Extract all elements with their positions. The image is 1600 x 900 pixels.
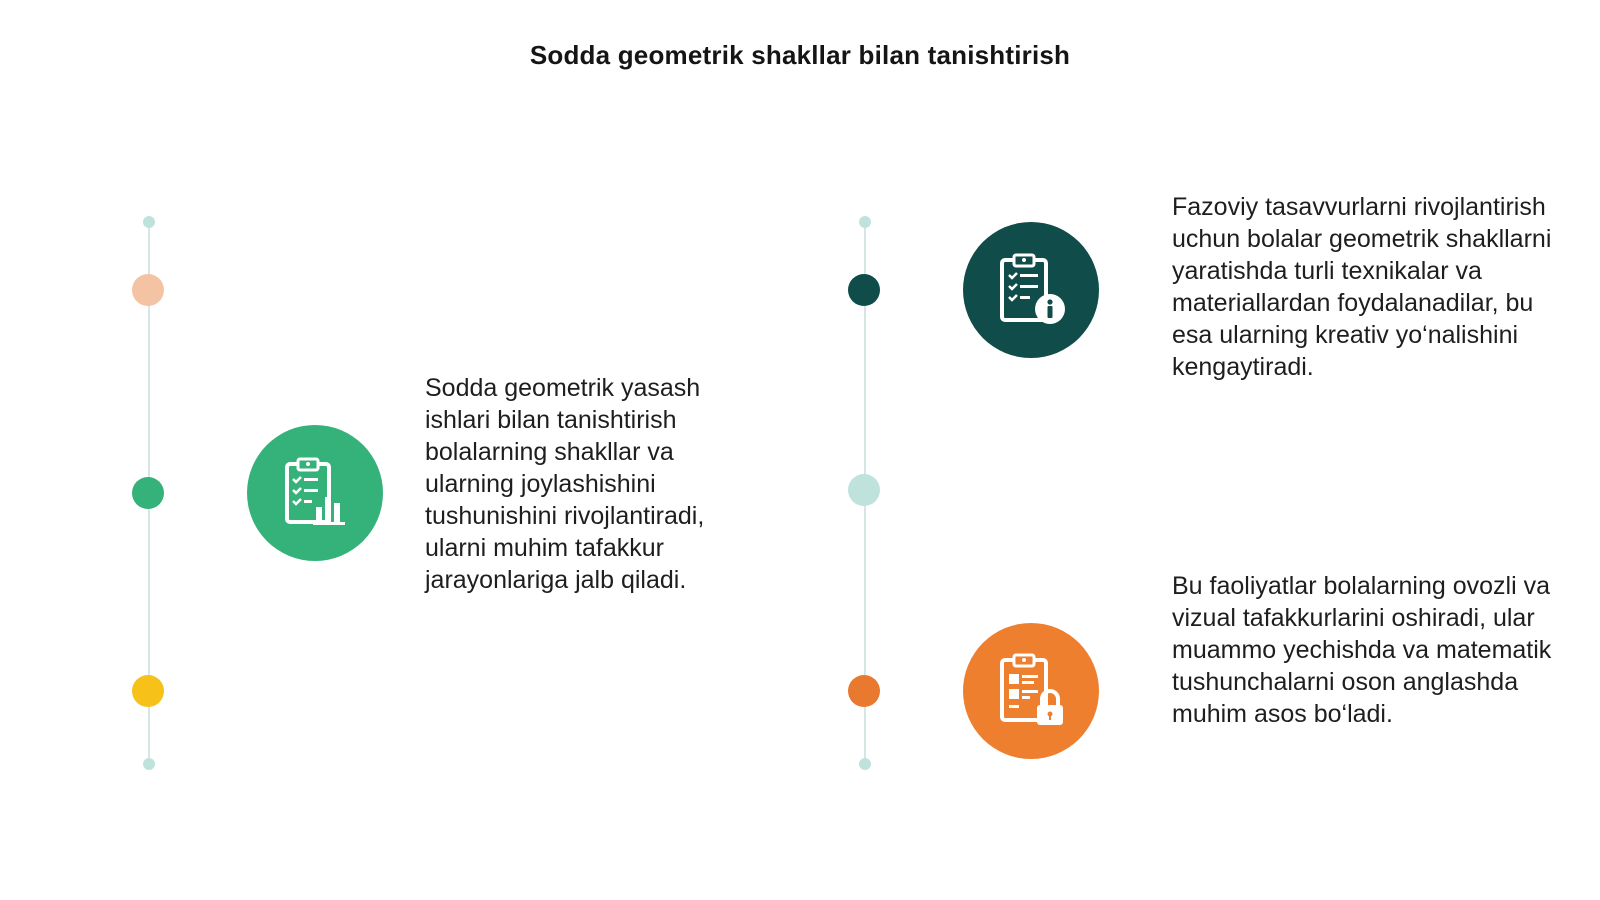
item-2-text: Fazoviy tasavvurlarni rivojlantirish uchun bolalar geometrik shakllarni yaratishda turli texnikalar va materiallardan foydalanadilar, bu esa ularning kreativ yo‘nalishini kengaytiradi.	[1172, 193, 1552, 381]
timeline-dot-pale	[848, 474, 880, 506]
clipboard-info-icon	[963, 222, 1099, 358]
clipboard-lock-icon	[963, 623, 1099, 759]
timeline-dot-peach	[132, 274, 164, 306]
clipboard-chart-icon	[247, 425, 383, 561]
timeline-dot-yellow	[132, 675, 164, 707]
item-1-text: Sodda geometrik yasash ishlari bilan tanishtirish bolalarning shakllar va ularning joylashishini tushunishini rivojlantiradi, ularni muhim tafakkur jarayonlariga jalb qiladi.	[425, 374, 705, 594]
timeline-dot-top-right	[859, 216, 871, 228]
timeline-dot-dark	[848, 274, 880, 306]
timeline-dot-top-left	[143, 216, 155, 228]
page-title: Sodda geometrik shakllar bilan tanishtirish	[529, 40, 1071, 70]
timeline-dot-green	[132, 477, 164, 509]
timeline-dot-bottom-left	[143, 758, 155, 770]
timeline-dot-bottom-right	[859, 758, 871, 770]
item-3-text: Bu faoliyatlar bolalarning ovozli va vizual tafakkurlarini oshiradi, ular muammo yechishda va matematik tushunchalarni oson anglashda muhim asos bo‘ladi.	[1172, 572, 1552, 728]
timeline-dot-orange	[848, 675, 880, 707]
